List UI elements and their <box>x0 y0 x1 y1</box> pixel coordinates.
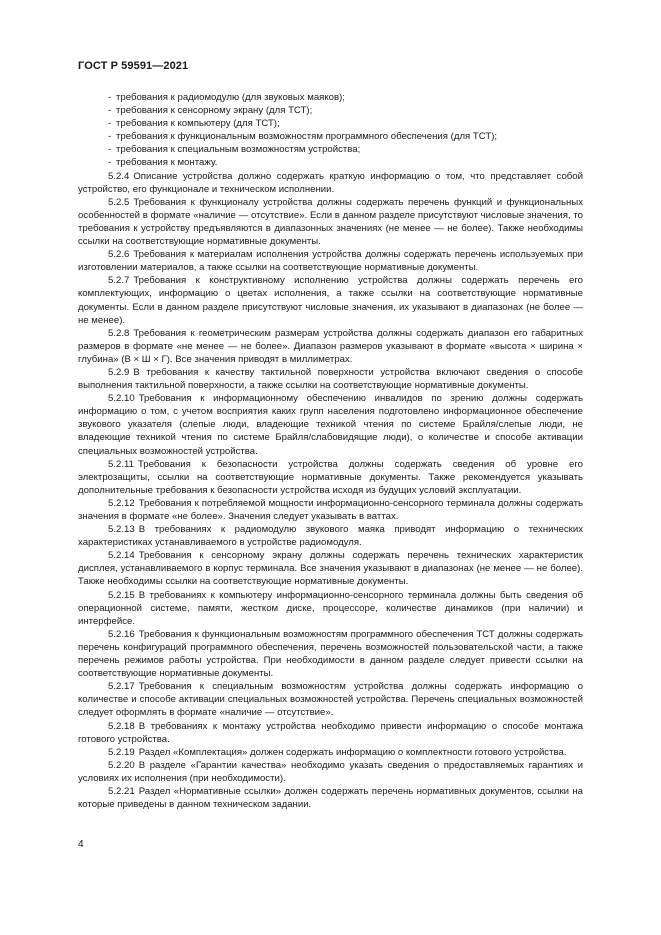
list-item <box>78 156 583 169</box>
list-bullet: - <box>108 131 112 143</box>
paragraph-number: 5.2.12 <box>108 497 135 509</box>
paragraph-5-2-14 <box>78 549 583 588</box>
document-header: ГОСТ Р 59591—2021 <box>78 60 189 72</box>
list-item-text: требования к функциональным возможностям программного обеспечения (для ТСТ); <box>116 131 498 143</box>
paragraph-5-2-12 <box>78 497 583 523</box>
paragraph-number: 5.2.19 <box>108 746 135 758</box>
paragraph-text: Требования к безопасности устройства должны содержать сведения об уровне его электрозащиты, ссылки на соответствующие нормативные документы. Также рекомендуется указывать дополнительные требования к безопасности устройства исходя из будущих условий эксплуатации. <box>78 458 583 496</box>
paragraph-number: 5.2.5 <box>108 196 130 208</box>
paragraph-5-2-7 <box>78 274 583 326</box>
paragraph-text: В требованиях к монтажу устройства необходимо привести информацию о способе монтажа готового устройства. <box>78 720 583 745</box>
paragraph-number: 5.2.17 <box>108 681 135 693</box>
paragraph-text: В разделе «Гарантии качества» необходимо указать сведения о предоставляемых гарантиях и условиях их исполнения (при необходимости). <box>78 759 583 784</box>
paragraph-5-2-10 <box>78 392 583 457</box>
paragraph-number: 5.2.11 <box>108 458 134 470</box>
document-body <box>78 91 583 811</box>
paragraph-text: Требования к функциональным возможностям программного обеспечения ТСТ должны содержать перечень конфигураций программного обеспечения, перечень возможностей пользовательской части, а также перечень режимов работы устройства. При необходимости в данном разделе следует привести ссылки на соответствующие нормативные документы. <box>78 628 583 680</box>
list-bullet: - <box>108 92 112 103</box>
paragraph-text: Раздел «Нормативные ссылки» должен содержать перечень нормативных документов, ссылки на которые приведены в данном техническом задании. <box>78 785 583 811</box>
paragraph-text: Описание устройства должно содержать краткую информацию о том, что представляет собой устройство, его функционале и техническом исполнении. <box>78 170 583 195</box>
requirements-list <box>78 91 583 170</box>
paragraph-5-2-8 <box>78 327 583 366</box>
paragraph-number: 5.2.8 <box>108 327 130 339</box>
paragraph-text: Требования к потребляемой мощности информационно-сенсорного терминала должны содержать значения в формате «не более». Значения следует указывать в ваттах. <box>78 497 583 522</box>
list-bullet: - <box>108 157 112 169</box>
paragraph-5-2-11 <box>78 458 583 497</box>
paragraph-number: 5.2.16 <box>108 628 135 640</box>
paragraph-text: В требованиях к компьютеру информационно-сенсорного терминала должны быть сведения об операционной системе, памяти, жестком диске, процессоре, количестве динамиков (при наличии) и интерфейсе. <box>78 589 583 627</box>
paragraph-text: Требования к конструктивному исполнению устройства должны содержать перечень его комплектующих, информацию о цветах исполнения, а также ссылки на соответствующие нормативные документы. Если в данном разделе присутствуют числовые значения, их указывают в диапазонах (не более — не менее). <box>78 275 583 326</box>
paragraph-5-2-17 <box>78 680 583 719</box>
paragraph-number: 5.2.14 <box>108 550 135 562</box>
page-number: 4 <box>78 839 84 850</box>
list-item-text: требования к специальным возможностям устройства; <box>116 144 361 156</box>
list-item <box>78 130 583 143</box>
paragraph-text: Требования к специальным возможностям устройства должны содержать информацию о количестве и способе активации специальных возможностей устройства. Перечень специальных возможностей следует оформлять в формате «наличие — отсутствие». <box>78 681 583 719</box>
list-item-text: требования к компьютеру (для ТСТ); <box>116 118 280 130</box>
paragraph-number: 5.2.4 <box>108 170 130 182</box>
paragraph-5-2-20 <box>78 759 583 785</box>
paragraph-5-2-6 <box>78 248 583 274</box>
paragraph-number: 5.2.9 <box>108 366 130 378</box>
paragraph-5-2-21 <box>78 785 583 811</box>
list-bullet: - <box>108 118 112 130</box>
list-item <box>78 143 583 156</box>
paragraph-number: 5.2.6 <box>108 249 130 261</box>
list-item <box>78 91 583 104</box>
paragraph-number: 5.2.20 <box>108 759 135 771</box>
paragraph-number: 5.2.13 <box>108 524 135 536</box>
paragraph-5-2-13 <box>78 523 583 549</box>
paragraph-5-2-18 <box>78 720 583 746</box>
paragraph-5-2-4 <box>78 170 583 196</box>
paragraph-5-2-19 <box>78 746 583 759</box>
list-item-text: требования к монтажу. <box>116 157 218 169</box>
paragraph-5-2-15 <box>78 589 583 628</box>
paragraph-number: 5.2.15 <box>108 589 135 601</box>
paragraph-number: 5.2.18 <box>108 720 135 732</box>
paragraph-text: В требованиях к радиомодулю звукового маяка приводят информацию о технических характеристиках устанавливаемого в устройстве радиомодуля. <box>78 524 583 549</box>
paragraph-5-2-5 <box>78 196 583 248</box>
list-item-text: требования к сенсорному экрану (для ТСТ); <box>116 105 313 117</box>
list-item <box>78 117 583 130</box>
paragraph-number: 5.2.10 <box>108 393 135 405</box>
list-bullet: - <box>108 144 112 156</box>
paragraph-text: Раздел «Комплектация» должен содержать информацию о комплектности готового устройства. <box>138 746 567 758</box>
paragraph-text: Требования к информационному обеспечению инвалидов по зрению должны содержать информацию о том, с учетом восприятия каких групп населения подготовлено информационное обеспечение звукового указателя (слепые люди, владеющие техникой чтения по системе Брайля/слепые люди, не владеющие техникой чтения по системе Брайля/слабовидящие люди), о количестве и способе активации специальных возможностей устройства. <box>78 393 583 457</box>
list-item <box>78 104 583 117</box>
list-item-text: требования к радиомодулю (для звуковых маяков); <box>116 92 345 103</box>
paragraph-number: 5.2.7 <box>108 275 130 287</box>
list-bullet: - <box>108 105 112 117</box>
paragraph-text: Требования к геометрическим размерам устройства должны содержать диапазон его габаритных размеров в формате «не менее — не более». Диапазон размеров указывают в формате «высота × ширина × глубина» (В × Ш × Г). Все значения приводят в миллиметрах. <box>78 327 583 365</box>
paragraph-5-2-16 <box>78 628 583 680</box>
paragraph-text: Требования к сенсорному экрану должны содержать перечень технических характеристик дисплея, устанавливаемого в корпус терминала. Все значения указывают в диапазонах (не менее — не более). Также необходимы ссылки на соответствующие нормативные документы. <box>78 550 583 588</box>
paragraph-number: 5.2.21 <box>108 785 135 797</box>
paragraph-text: В требования к качеству тактильной поверхности устройства включают сведения о способе выполнения тактильной поверхности, а также ссылки на соответствующие нормативные документы. <box>78 366 583 392</box>
paragraph-5-2-9 <box>78 366 583 392</box>
paragraph-text: Требования к функционалу устройства должны содержать перечень функций и функциональных особенностей в формате «наличие — отсутствие». Если в данном разделе присутствуют числовые значения, то требования к устройству предъявляются в диапазонных значениях (не менее — не более). Также необходимы ссылки на соответствующие нормативные документы. <box>78 196 583 248</box>
paragraph-text: Требования к материалам исполнения устройства должны содержать перечень используемых при изготовлении материалов, а также ссылки на соответствующие нормативные документы. <box>78 249 583 274</box>
